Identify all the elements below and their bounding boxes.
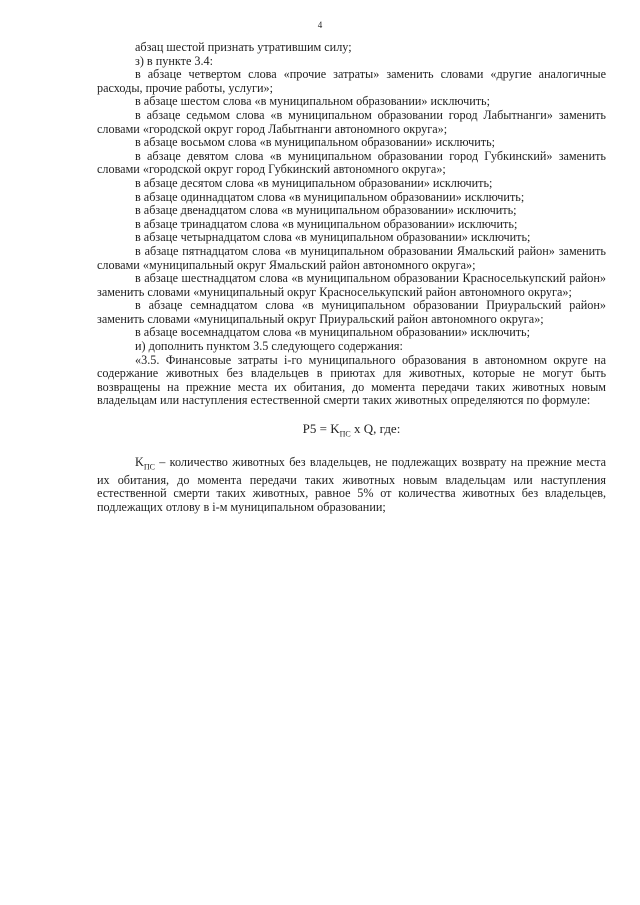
document-body xyxy=(97,41,606,514)
paragraph: з) в пункте 3.4: xyxy=(135,53,214,68)
paragraph: в абзаце двенадцатом слова «в муниципальном образовании» исключить; xyxy=(135,203,517,218)
formula xyxy=(97,422,606,442)
paragraph: и) дополнить пунктом 3.5 следующего содержания: xyxy=(135,339,403,354)
paragraph: в абзаце восьмом слова «в муниципальном образовании» исключить; xyxy=(135,135,496,150)
definition-text: – количество животных без владельцев, не подлежащих возврату на прежние места их обитания, до момента передачи таких животных новым владельцам или наступления естественной смерти таких животных, равное 5% от количества животных без владельцев, подлежащих отлову в i-м муниципальном образовании; xyxy=(97,454,606,514)
paragraph: в абзаце девятом слова «в муниципальном образовании город Губкинский» заменить словами «городской округ город Губкинский автономного округа»; xyxy=(97,148,606,177)
paragraph: в абзаце четвертом слова «прочие затраты» заменить словами «другие аналогичные расходы, прочие работы, услуги»; xyxy=(97,67,606,95)
paragraph: в абзаце четырнадцатом слова «в муниципальном образовании» исключить; xyxy=(135,230,531,245)
paragraph: в абзаце семнадцатом слова «в муниципальном образовании Приуральский район» заменить словами «муниципальный округ Приуральский район автономного округа»; xyxy=(97,298,606,326)
paragraph: «3.5. Финансовые затраты i-го муниципального образования в автономном округе на содержание животных без владельцев в приютах для животных, которые не могут быть возвращены на прежние места их обитания, до момента передачи таких животных новым владельцам или наступления естественной смерти таких животных определяются по формуле: xyxy=(97,352,606,408)
page-number: 4 xyxy=(317,20,323,30)
paragraph: в абзаце шестом слова «в муниципальном образовании» исключить; xyxy=(135,94,490,109)
paragraph: в абзаце седьмом слова «в муниципальном образовании город Лабытнанги» заменить словами «городской округ город Лабытнанги автономного округа»; xyxy=(97,107,606,136)
paragraph: в абзаце шестнадцатом слова «в муниципальном образовании Красноселькупский район» заменить словами «муниципальный округ Красноселькупский район автономного округа»; xyxy=(97,271,606,299)
paragraph: в абзаце пятнадцатом слова «в муниципальном образовании Ямальский район» заменить словами «муниципальный округ Ямальский район автономного округа»; xyxy=(97,243,606,272)
definition-paragraph xyxy=(97,456,606,515)
paragraph: в абзаце одиннадцатом слова «в муниципальном образовании» исключить; xyxy=(135,189,525,204)
paragraph: в абзаце тринадцатом слова «в муниципальном образовании» исключить; xyxy=(135,216,518,231)
paragraph: в абзаце десятом слова «в муниципальном образовании» исключить; xyxy=(135,175,493,190)
paragraph: в абзаце восемнадцатом слова «в муниципальном образовании» исключить; xyxy=(135,325,530,340)
formula-rhs: x Q, где: xyxy=(350,421,401,437)
paragraph: абзац шестой признать утратившим силу; xyxy=(135,40,352,54)
formula-lhs: P5 = K xyxy=(302,421,340,437)
definition-symbol: K xyxy=(135,454,144,469)
definition-subscript: ПС xyxy=(143,462,155,472)
formula-subscript: ПС xyxy=(339,429,351,439)
